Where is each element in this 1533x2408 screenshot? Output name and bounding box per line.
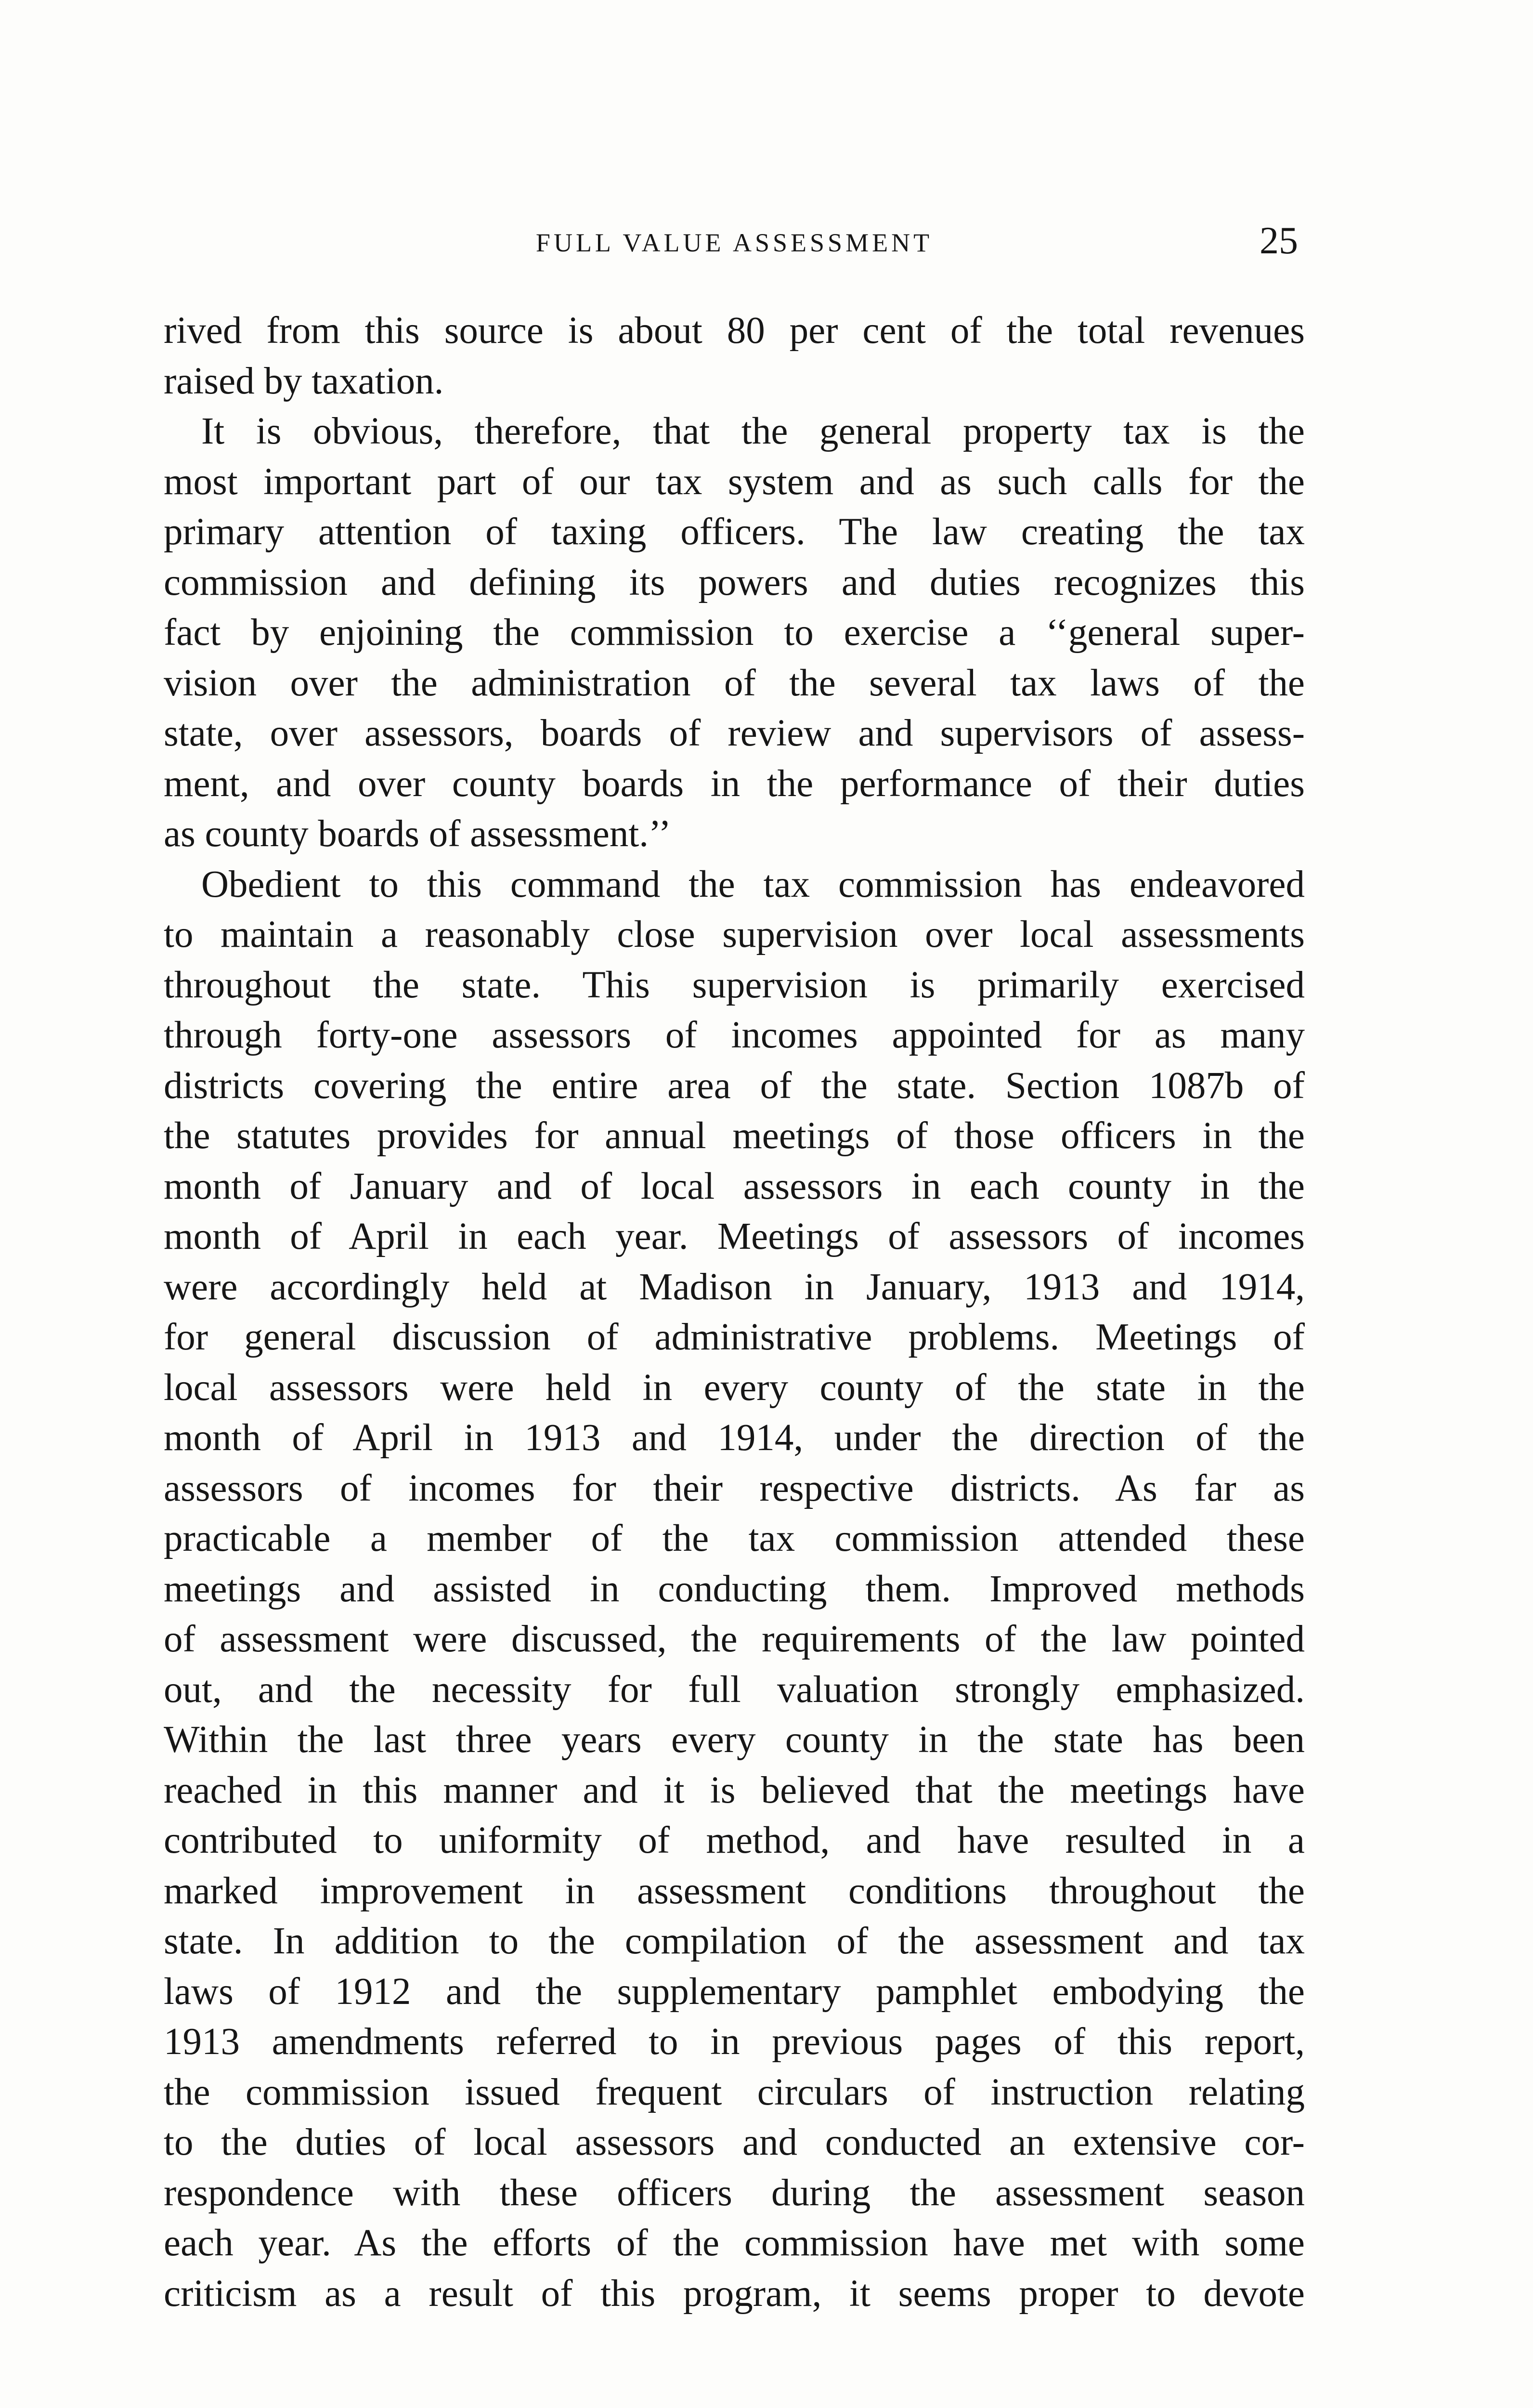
text-line: each year. As the efforts of the commission have met with some (164, 2222, 1305, 2264)
text-line: of assessment were discussed, the requirements of the law pointed (164, 1618, 1305, 1660)
text-line: throughout the state. This supervision is primarily exercised (164, 964, 1305, 1006)
text-line: month of January and of local assessors in each county in the (164, 1165, 1305, 1207)
running-title: FULL VALUE ASSESSMENT (535, 228, 933, 257)
text-line: to maintain a reasonably close supervision over local assessments (164, 914, 1305, 955)
text-line: commission and defining its powers and duties recognizes this (164, 561, 1305, 603)
text-line: as county boards of assessment.’’ (164, 813, 671, 855)
text-line: ment, and over county boards in the performance of their duties (164, 762, 1305, 805)
text-line: the statutes provides for annual meetings of those officers in the (164, 1115, 1305, 1157)
text-line: month of April in each year. Meetings of assessors of incomes (164, 1216, 1305, 1257)
text-line: vision over the administration of the several tax laws of the (164, 662, 1305, 704)
text-line: meetings and assisted in conducting them. Improved methods (164, 1568, 1305, 1610)
text-line: through forty-one assessors of incomes appointed for as many (164, 1014, 1305, 1056)
text-line: to the duties of local assessors and conducted an extensive cor- (164, 2121, 1305, 2163)
text-line: respondence with these officers during the assessment season (164, 2172, 1305, 2214)
text-line: the commission issued frequent circulars of instruction relating (164, 2071, 1305, 2113)
text-line: for general discussion of administrative problems. Meetings of (164, 1316, 1305, 1358)
text-line: primary attention of taxing officers. The law creating the tax (164, 511, 1305, 553)
text-line: most important part of our tax system and as such calls for the (164, 460, 1305, 503)
text-line: 1913 amendments referred to in previous pages of this report, (164, 2021, 1305, 2063)
text-line: It is obvious, therefore, that the general property tax is the (201, 410, 1305, 452)
text-line: local assessors were held in every county of the state in the (164, 1366, 1305, 1409)
body-text (164, 306, 1305, 2319)
text-line: fact by enjoining the commission to exercise a ‘‘general super- (164, 612, 1305, 654)
text-line: contributed to uniformity of method, and have resulted in a (164, 1819, 1305, 1861)
text-line: out, and the necessity for full valuation strongly emphasized. (164, 1668, 1305, 1711)
text-line: month of April in 1913 and 1914, under the direction of the (164, 1417, 1305, 1459)
text-line: rived from this source is about 80 per cent of the total revenues (164, 310, 1305, 352)
text-line: practicable a member of the tax commission attended these (164, 1518, 1305, 1559)
text-line: raised by taxation. (164, 360, 444, 402)
page-number: 25 (1260, 220, 1298, 262)
text-line: marked improvement in assessment conditions throughout the (164, 1870, 1305, 1912)
text-line: state, over assessors, boards of review and supervisors of assess- (164, 712, 1305, 754)
text-line: state. In addition to the compilation of the assessment and tax (164, 1920, 1305, 1962)
text-line: criticism as a result of this program, it seems proper to devote (164, 2272, 1305, 2315)
text-line: were accordingly held at Madison in January, 1913 and 1914, (164, 1266, 1305, 1308)
text-line: assessors of incomes for their respective districts. As far as (164, 1467, 1305, 1509)
text-line: reached in this manner and it is believed that the meetings have (164, 1769, 1305, 1811)
text-line: Within the last three years every county in the state has been (164, 1719, 1305, 1761)
text-line: districts covering the entire area of the state. Section 1087b of (164, 1064, 1305, 1107)
running-header (164, 219, 1305, 262)
text-line: laws of 1912 and the supplementary pamphlet embodying the (164, 1970, 1305, 2013)
text-line: Obedient to this command the tax commission has endeavored (201, 863, 1305, 905)
